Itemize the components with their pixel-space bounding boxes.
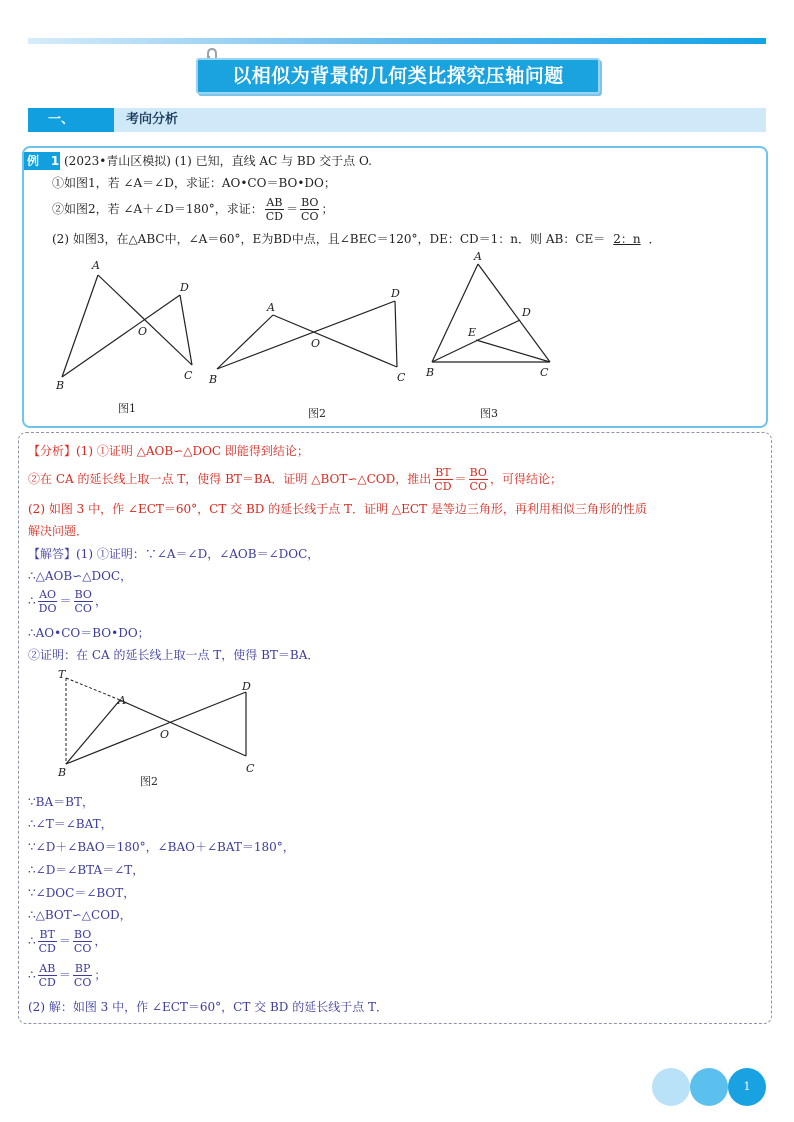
solution-line-14: (2) 解：如图 3 中，作 ∠ECT＝60°，CT 交 BD 的延长线于点 T． (28, 1000, 389, 1014)
solution-line-13: ∴ $\frac{AB}{CD}$ ＝ $\frac{BP}{CO}$ ； (28, 962, 107, 989)
analysis-line-2: ②在 CA 的延长线上取一点 T，使得 BT＝BA．证明 △BOT∽△COD，推出 $\frac{BT}{CD}$ ＝ $\frac{BO}{CO}$ ，可得结论； (28, 466, 562, 493)
svg-text:B: B (58, 766, 67, 779)
example-line-4: (2) 如图3，在△ABC中，∠A＝60°，E为BD中点，且∠BEC＝120°，DE：CD＝1：n．则 AB：CE＝ 2：n ． (52, 232, 661, 246)
solution-line-12: ∴ $\frac{BT}{CD}$ ＝ $\frac{BO}{CO}$ ， (28, 928, 107, 955)
example-line-2: ①如图1，若 ∠A＝∠D，求证：AO•CO＝BO•DO； (52, 176, 336, 190)
top-gradient-bar (28, 38, 766, 44)
figure-3-caption: 图3 (480, 407, 498, 420)
solution-line-11: ∴△BOT∽△COD， (28, 908, 132, 922)
figure-1 (50, 255, 210, 395)
solution-figure-caption: 图2 (140, 775, 158, 788)
svg-text:B: B (56, 379, 65, 392)
svg-text:A: A (267, 301, 275, 314)
svg-text:D: D (522, 306, 531, 319)
solution-line-3: ∴ $\frac{AO}{DO}$ ＝ $\frac{BO}{CO}$ ， (28, 588, 107, 615)
svg-text:A: A (118, 694, 126, 707)
solution-line-8: ∵∠D＋∠BAO＝180°，∠BAO＋∠BAT＝180°， (28, 840, 295, 854)
svg-text:E: E (468, 326, 477, 339)
svg-text:B: B (426, 366, 435, 379)
answer-blank: 2：n (613, 232, 641, 246)
svg-text:T: T (58, 668, 66, 681)
page-title: 以相似为背景的几何类比探究压轴问题 (196, 58, 600, 94)
svg-text:O: O (311, 337, 321, 350)
figure-2 (205, 285, 415, 390)
svg-text:C: C (246, 762, 255, 775)
analysis-line-3: (2) 如图 3 中，作 ∠ECT＝60°，CT 交 BD 的延长线于点 T．证明 △ECT 是等边三角形，再利用相似三角形的性质 (28, 502, 647, 516)
svg-text:C: C (184, 369, 193, 382)
analysis-line-4: 解决问题． (28, 524, 89, 538)
example-line-3: ②如图2，若 ∠A＋∠D＝180°，求证： $\frac{AB}{CD}$ ＝ $\frac{BO}{CO}$ ； (52, 196, 334, 223)
svg-text:B: B (209, 373, 218, 386)
figure-3 (422, 250, 562, 380)
svg-text:D: D (242, 680, 251, 693)
solution-line-5: ②证明：在 CA 的延长线上取一点 T，使得 BT＝BA． (28, 648, 320, 662)
solution-line-6: ∵BA＝BT， (28, 795, 94, 809)
footer-circle-1 (652, 1068, 690, 1106)
section-title: 考向分析 (126, 112, 179, 127)
figure-2-caption: 图2 (308, 407, 326, 420)
solution-figure (50, 668, 270, 780)
example-tag-number: 1 (50, 154, 60, 168)
svg-text:O: O (138, 325, 148, 338)
svg-text:C: C (397, 371, 406, 384)
footer-circle-2 (690, 1068, 728, 1106)
svg-text:A: A (92, 259, 100, 272)
example-line-1: (2023•青山区模拟) (1) 已知，直线 AC 与 BD 交于点 O. (64, 154, 372, 168)
solution-line-9: ∴∠D＝∠BTA＝∠T， (28, 863, 145, 877)
example-tag: 例 (24, 152, 60, 170)
solution-line-1: 【解答】(1) ①证明：∵∠A＝∠D，∠AOB＝∠DOC， (28, 547, 320, 561)
svg-text:C: C (540, 366, 549, 379)
solution-line-4: ∴AO•CO＝BO•DO； (28, 626, 150, 640)
solution-line-10: ∵∠DOC＝∠BOT， (28, 886, 136, 900)
svg-text:D: D (391, 287, 400, 300)
solution-line-2: ∴△AOB∽△DOC， (28, 569, 133, 583)
section-number: 一、 (28, 108, 114, 132)
figure-1-caption: 图1 (118, 402, 136, 415)
page-number: 1 (728, 1068, 766, 1106)
analysis-line-1: 【分析】(1) ①证明 △AOB∽△DOC 即能得到结论； (28, 444, 309, 458)
svg-text:A: A (474, 250, 482, 263)
svg-text:D: D (180, 281, 189, 294)
svg-text:O: O (160, 728, 170, 741)
solution-line-7: ∴∠T＝∠BAT， (28, 817, 113, 831)
